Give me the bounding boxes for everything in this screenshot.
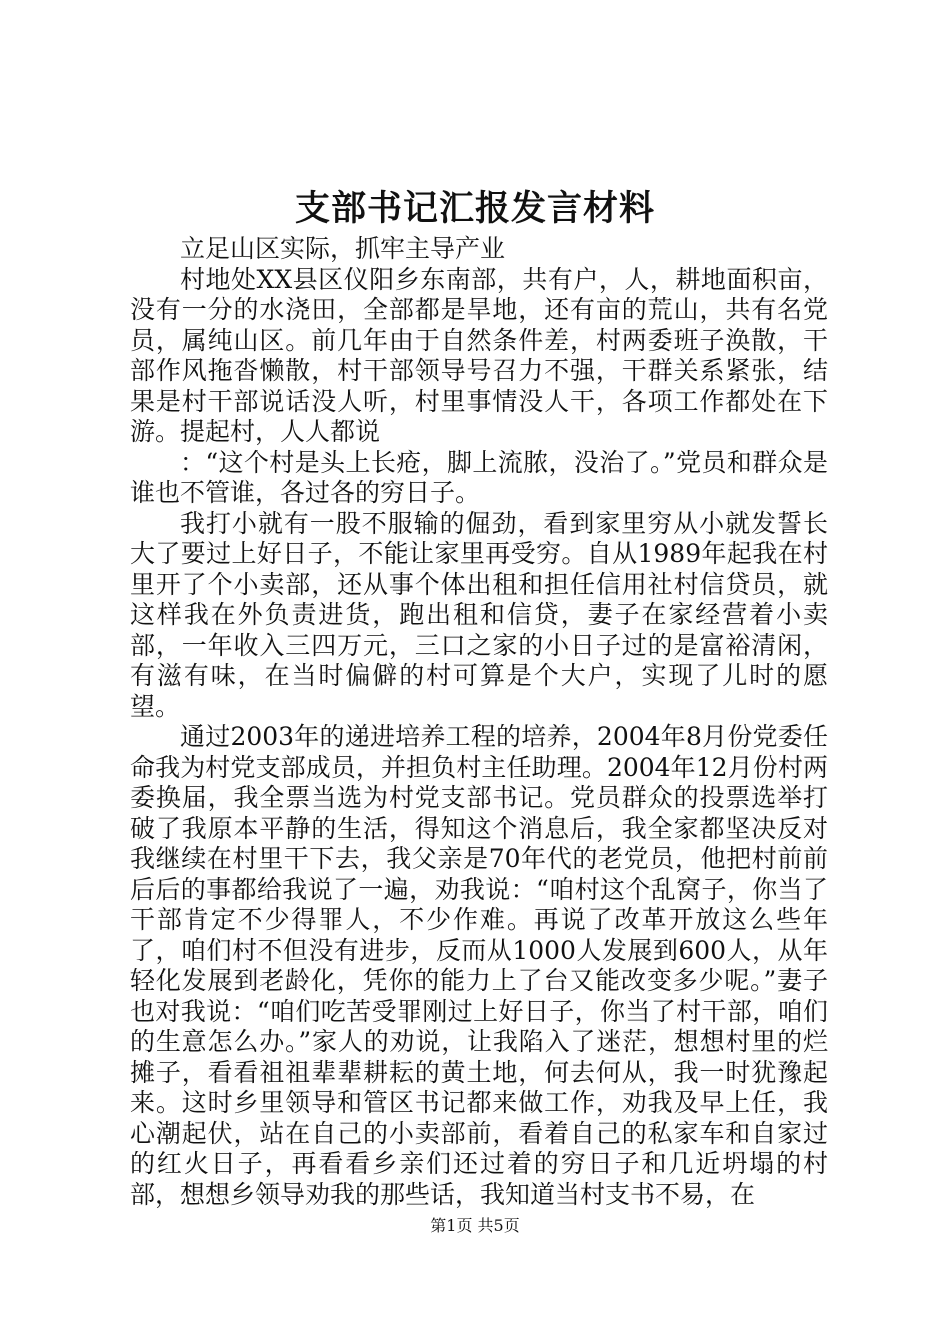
- paragraph-personal-background: 我打小就有一股不服输的倔劲，看到家里穷从小就发誓长大了要过上好日子，不能让家里再受穷。自从1989年起我在村里开了个小卖部，还从事个体出租和担任信用社村信贷员，就这样我在外负责进货，跑出租和信贷，妻子在家经营着小卖部，一年收入三四万元，三口之家的小日子过的是富裕清闲，有滋有味，在当时偏僻的村可算是个大户，实现了儿时的愿望。: [130, 508, 828, 721]
- paragraph-village-quote: ：“这个村是头上长疮，脚上流脓，没治了。”党员和群众是谁也不管谁，各过各的穷日子。: [130, 447, 828, 507]
- paragraph-village-overview: 村地处XX县区仪阳乡东南部，共有户，人，耕地面积亩，没有一分的水浇田，全部都是旱地，还有亩的荒山，共有名党员，属纯山区。前几年由于自然条件差，村两委班子涣散，干部作风拖沓懒散，村干部领导号召力不强，干群关系紧张，结果是村干部说话没人听，村里事情没人干，各项工作都处在下游。提起村，人人都说: [130, 264, 828, 446]
- document-body: [130, 234, 828, 1210]
- paragraph-section-heading: 立足山区实际，抓牢主导产业: [180, 234, 506, 263]
- document-title: 支部书记汇报发言材料: [294, 188, 655, 229]
- page-number-footer: 第1页 共5页: [430, 1216, 520, 1235]
- paragraph-election: 通过2003年的递进培养工程的培养，2004年8月份党委任命我为村党支部成员，并担负村主任助理。2004年12月份村两委换届，我全票当选为村党支部书记。党员群众的投票选举打破了我原本平静的生活，得知这个消息后，我全家都坚决反对我继续在村里干下去，我父亲是70年代的老党员，他把村前前后后的事都给我说了一遍，劝我说：“咱村这个乱窝子，你当了干部肯定不少得罪人，不少作难。再说了改革开放这么些年了，咱们村不但没有进步，反而从1000人发展到600人，从年轻化发展到老龄化，凭你的能力上了台又能改变多少呢。”妻子也对我说：“咱们吃苦受罪刚过上好日子，你当了村干部，咱们的生意怎么办。”家人的劝说，让我陷入了迷茫，想想村里的烂摊子，看看祖祖辈辈耕耘的黄土地，何去何从，我一时犹豫起来。这时乡里领导和管区书记都来做工作，劝我及早上任，我心潮起伏，站在自己的小卖部前，看着自己的私家车和自家过的红火日子，再看看乡亲们还过着的穷日子和几近坍塌的村部，想想乡领导劝我的那些话，我知道当村支书不易，在: [130, 722, 828, 1209]
